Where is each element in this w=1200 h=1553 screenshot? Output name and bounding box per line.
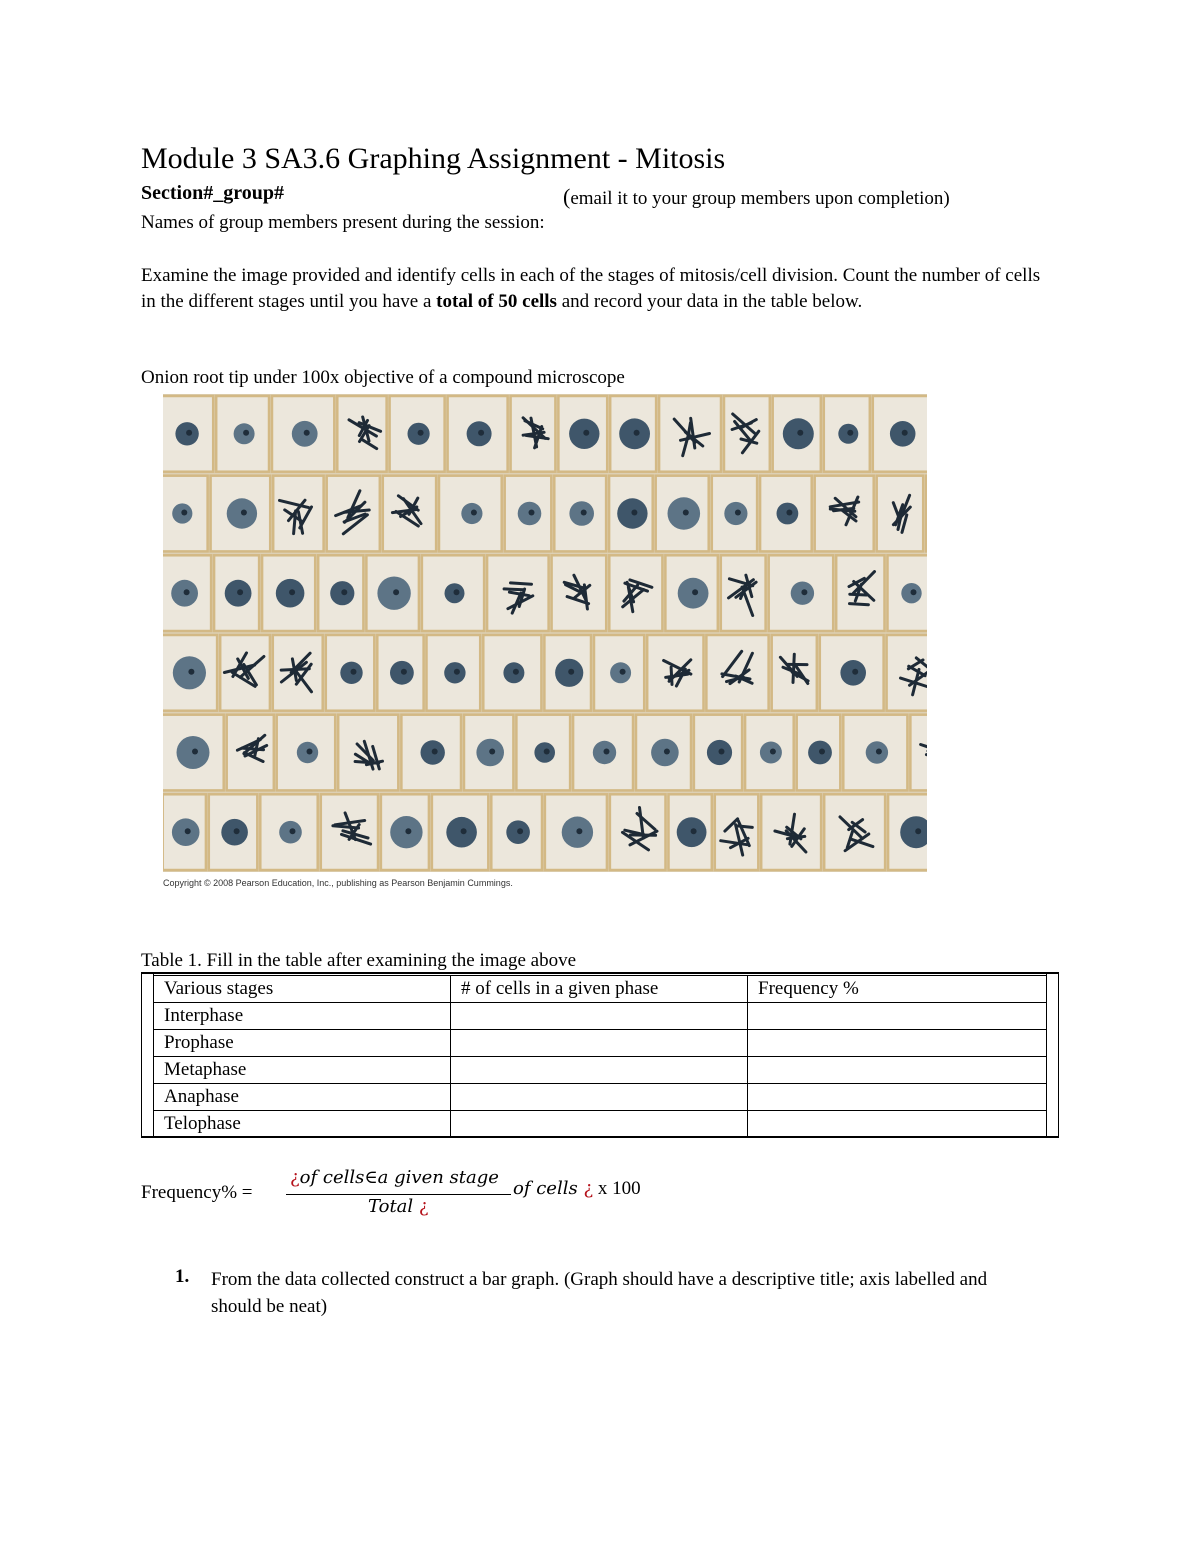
stage-name-cell: Anaphase: [154, 1084, 451, 1111]
nucleolus: [786, 510, 792, 516]
nucleolus: [289, 589, 295, 595]
nucleolus: [583, 430, 589, 436]
nucleolus: [544, 749, 550, 755]
question-1-text: From the data collected construct a bar graph. (Graph should have a descriptive title; axis labelled and should be neat): [211, 1269, 988, 1317]
formula-fraction-bar: [286, 1194, 511, 1195]
nucleolus: [735, 510, 741, 516]
nucleolus: [797, 430, 803, 436]
cell-wall: [910, 715, 927, 791]
frequency-cell[interactable]: [748, 1057, 1047, 1084]
nucleolus: [185, 828, 191, 834]
chromosome: [294, 511, 296, 534]
nucleolus: [401, 669, 407, 675]
nucleolus: [478, 430, 484, 436]
email-note-text: email it to your group members upon completion): [570, 188, 950, 209]
email-note-open-paren: (: [563, 184, 571, 209]
nucleolus: [819, 749, 825, 755]
nucleolus: [461, 828, 467, 834]
formula-tail-mark: ¿: [583, 1178, 594, 1199]
nucleolus: [405, 828, 411, 834]
cell-wall: [926, 476, 927, 552]
formula-numerator-text: of cells∈a given stage: [299, 1167, 499, 1188]
cell-count-cell[interactable]: [451, 1057, 748, 1084]
table-row: [154, 1111, 1047, 1138]
frequency-cell[interactable]: [748, 1003, 1047, 1030]
image-copyright: Copyright © 2008 Pearson Education, Inc., publishing as Pearson Benjamin Cummings.: [163, 878, 513, 888]
instructions-part2: and record your data in the table below.: [556, 291, 863, 312]
nucleolus: [529, 510, 535, 516]
nucleolus: [620, 669, 626, 675]
cell-count-cell[interactable]: [451, 1111, 748, 1138]
nucleolus: [454, 669, 460, 675]
section-group-label: Section#_group#: [141, 182, 284, 204]
header-cell: # of cells in a given phase: [451, 976, 748, 1003]
stage-name-cell: Interphase: [154, 1003, 451, 1030]
chromosome: [671, 667, 672, 684]
header-cell: Various stages: [154, 976, 451, 1003]
nucleolus: [581, 510, 587, 516]
stage-name-cell: Metaphase: [154, 1057, 451, 1084]
formula-denominator-mark: ¿: [418, 1196, 429, 1217]
nucleolus: [664, 749, 670, 755]
nucleolus: [847, 430, 853, 436]
frequency-cell[interactable]: [748, 1030, 1047, 1057]
nucleolus: [489, 749, 495, 755]
chromosome: [850, 604, 869, 605]
cell-wall: [836, 555, 884, 631]
cell-wall: [706, 635, 768, 711]
nucleolus: [234, 828, 240, 834]
nucleolus: [186, 430, 192, 436]
nucleolus: [307, 749, 313, 755]
image-caption: Onion root tip under 100x objective of a compound microscope: [141, 367, 625, 388]
cell-count-cell[interactable]: [451, 1003, 748, 1030]
formula-multiplier: x 100: [593, 1178, 641, 1199]
cell-wall: [724, 396, 770, 472]
nucleolus: [576, 828, 582, 834]
nucleolus: [188, 669, 194, 675]
nucleolus: [471, 510, 477, 516]
table-header-row: [154, 976, 1047, 1003]
nucleolus: [902, 430, 908, 436]
chromosome: [793, 654, 794, 682]
nucleolus: [634, 430, 640, 436]
nucleolus: [568, 669, 574, 675]
formula-numerator-mark: ¿: [290, 1167, 300, 1188]
nucleolus: [181, 510, 187, 516]
formula-lhs: Frequency% =: [141, 1182, 253, 1203]
table-caption: Table 1. Fill in the table after examining the image above: [141, 950, 576, 971]
nucleolus: [184, 589, 190, 595]
group-members-prompt: Names of group members present during the session:: [141, 212, 545, 233]
onion-root-tip-micrograph: [163, 394, 927, 872]
table-row: [154, 1084, 1047, 1111]
table-row: [154, 1030, 1047, 1057]
chromosome: [504, 589, 524, 590]
nucleolus: [241, 510, 247, 516]
nucleolus: [393, 589, 399, 595]
instructions: [141, 263, 1041, 315]
page-title: Module 3 SA3.6 Graphing Assignment - Mitosis: [141, 142, 726, 175]
nucleolus: [692, 589, 698, 595]
nucleolus: [304, 430, 310, 436]
nucleolus: [631, 510, 637, 516]
chromosome: [511, 583, 532, 584]
frequency-cell[interactable]: [748, 1111, 1047, 1138]
cell-count-cell[interactable]: [451, 1030, 748, 1057]
nucleolus: [683, 510, 689, 516]
frequency-cell[interactable]: [748, 1084, 1047, 1111]
nucleolus: [604, 749, 610, 755]
nucleolus: [719, 749, 725, 755]
question-1-number: 1.: [175, 1266, 190, 1287]
nucleolus: [341, 589, 347, 595]
nucleolus: [911, 589, 917, 595]
stages-table: [153, 975, 1047, 1138]
cell-wall: [337, 396, 386, 472]
formula-tail: [513, 1178, 641, 1200]
nucleolus: [237, 589, 243, 595]
formula-tail-text: of cells: [513, 1178, 578, 1199]
table-row: [154, 1057, 1047, 1084]
stage-name-cell: Prophase: [154, 1030, 451, 1057]
nucleolus: [691, 828, 697, 834]
nucleolus: [876, 749, 882, 755]
nucleolus: [915, 828, 921, 834]
nucleolus: [454, 589, 460, 595]
instructions-emphasis: total of 50 cells: [436, 291, 557, 312]
table-row: [154, 1003, 1047, 1030]
email-note: [563, 184, 950, 210]
nucleolus: [418, 430, 424, 436]
cell-count-cell[interactable]: [451, 1084, 748, 1111]
stage-name-cell: Telophase: [154, 1111, 451, 1138]
nucleolus: [243, 430, 249, 436]
cell-wall: [609, 555, 662, 631]
nucleolus: [852, 669, 858, 675]
nucleolus: [517, 828, 523, 834]
stages-table-frame: [141, 972, 1059, 1138]
nucleolus: [290, 828, 296, 834]
formula-denominator-text: Total: [368, 1196, 414, 1217]
instructions-part1: Examine the image provided and identify cells in each of the stages of mitosis/cell division. Count the number of cells in the different stages until you have a: [141, 265, 1041, 312]
chromosome: [736, 826, 752, 828]
nucleolus: [770, 749, 776, 755]
nucleolus: [801, 589, 807, 595]
nucleolus: [513, 669, 519, 675]
nucleolus: [192, 749, 198, 755]
formula-numerator: [290, 1167, 499, 1188]
header-cell: Frequency %: [748, 976, 1047, 1003]
nucleolus: [351, 669, 357, 675]
cell-wall: [647, 635, 703, 711]
chromosome: [355, 762, 379, 764]
formula-denominator: [368, 1196, 429, 1217]
nucleolus: [432, 749, 438, 755]
micrograph-illustration: [163, 394, 927, 872]
